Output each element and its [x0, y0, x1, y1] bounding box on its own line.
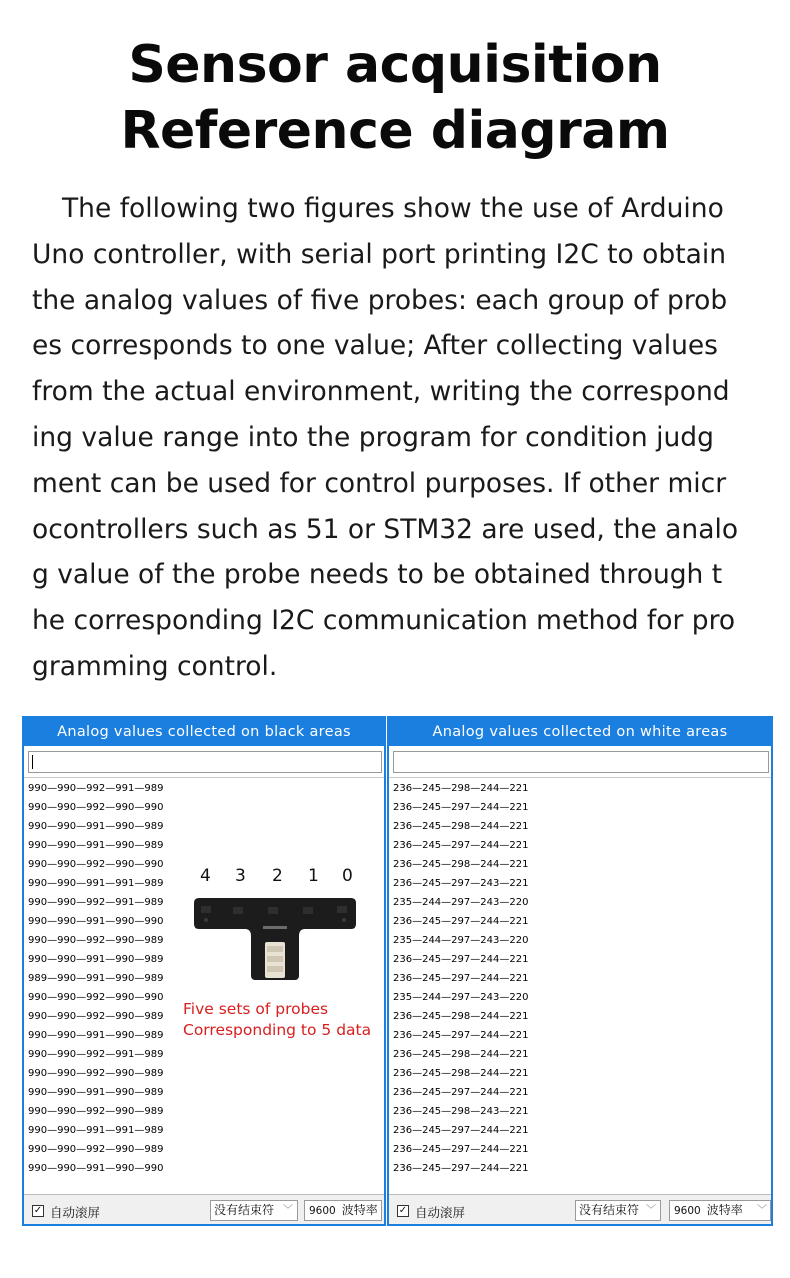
- divider: [389, 777, 771, 778]
- probe-annotation-line-2: Corresponding to 5 data: [183, 1021, 372, 1039]
- autoscroll-label: 自动滚屏: [415, 1205, 466, 1220]
- serial-line: 990—990—992—991—989: [28, 783, 164, 794]
- serial-line: 990—990—992—991—989: [28, 897, 164, 908]
- probe-number: 1: [308, 866, 319, 886]
- serial-line: 990—990—992—991—989: [28, 1049, 164, 1060]
- serial-line: 236—245—297—244—221: [393, 1030, 529, 1041]
- line-ending-value: 没有结束符: [214, 1203, 275, 1217]
- serial-line: 236—245—298—244—221: [393, 1049, 529, 1060]
- serial-line: 235—244—297—243—220: [393, 897, 529, 908]
- serial-monitor-white: [387, 716, 773, 1226]
- panel-footer: [389, 1195, 771, 1224]
- baud-rate-value: 9600: [674, 1205, 701, 1217]
- serial-line: 990—990—991—991—989: [28, 1125, 164, 1136]
- paragraph-line: from the actual environment, writing the correspond: [32, 376, 730, 408]
- serial-line: 236—245—297—244—221: [393, 954, 529, 965]
- serial-line: 990—990—991—990—989: [28, 1087, 164, 1098]
- serial-line: 990—990—991—990—990: [28, 916, 164, 927]
- serial-line: 235—244—297—243—220: [393, 935, 529, 946]
- serial-line: 989—990—991—990—989: [28, 973, 164, 984]
- paragraph-line: ment can be used for control purposes. If other micr: [32, 467, 727, 499]
- serial-line: 236—245—297—244—221: [393, 1163, 529, 1174]
- serial-line: 990—990—992—990—989: [28, 935, 164, 946]
- serial-line: 236—245—298—244—221: [393, 1068, 529, 1079]
- paragraph-line: g value of the probe needs to be obtained through t: [32, 559, 723, 591]
- probe-numbers: [196, 866, 356, 890]
- serial-line: 990—990—992—990—990: [28, 802, 164, 813]
- paragraph-line: es corresponds to one value; After collecting values: [32, 330, 718, 362]
- serial-line: 990—990—992—990—989: [28, 1106, 164, 1117]
- baud-rate-select[interactable]: [669, 1200, 771, 1221]
- serial-line: 990—990—992—990—989: [28, 1011, 164, 1022]
- probe-number: 4: [200, 866, 211, 886]
- paragraph-line: The following two figures show the use of Arduino: [62, 193, 724, 224]
- serial-output: [393, 779, 771, 1178]
- baud-rate-label: 波特率: [341, 1203, 378, 1217]
- send-input[interactable]: [28, 751, 382, 773]
- panel-title: Analog values collected on white areas: [389, 718, 771, 746]
- autoscroll-checkbox[interactable]: ✓: [33, 1205, 43, 1216]
- line-ending-select[interactable]: [575, 1200, 661, 1221]
- serial-line: 236—245—298—243—221: [393, 1106, 529, 1117]
- probe-number: 3: [235, 866, 246, 886]
- paragraph-line: gramming control.: [32, 650, 278, 682]
- serial-line: 236—245—298—244—221: [393, 1011, 529, 1022]
- serial-line: 236—245—298—244—221: [393, 783, 529, 794]
- probe-number: 0: [342, 866, 353, 886]
- serial-line: 990—990—992—990—990: [28, 992, 164, 1003]
- serial-line: 990—990—991—990—990: [28, 1163, 164, 1174]
- serial-line: 236—245—298—244—221: [393, 821, 529, 832]
- serial-line: 236—245—297—244—221: [393, 840, 529, 851]
- serial-line: 990—990—991—990—989: [28, 954, 164, 965]
- chevron-down-icon: ﹀: [646, 1205, 656, 1216]
- probe-number: 2: [272, 866, 283, 886]
- serial-line: 990—990—991—991—989: [28, 878, 164, 889]
- serial-line: 236—245—297—244—221: [393, 916, 529, 927]
- description-paragraph: [32, 186, 777, 690]
- baud-rate-value: 9600: [309, 1205, 336, 1217]
- serial-line: 990—990—991—990—989: [28, 821, 164, 832]
- serial-line: 236—245—298—244—221: [393, 859, 529, 870]
- serial-line: 235—244—297—243—220: [393, 992, 529, 1003]
- serial-line: 990—990—991—990—989: [28, 840, 164, 851]
- chevron-down-icon: ﹀: [757, 1205, 767, 1216]
- divider: [24, 777, 384, 778]
- paragraph-line: Uno controller, with serial port printing I2C to obtain: [32, 238, 726, 270]
- autoscroll-checkbox[interactable]: ✓: [398, 1205, 408, 1216]
- sensor-board-image: [193, 896, 357, 986]
- text-caret: [32, 755, 33, 769]
- serial-line: 236—245—297—244—221: [393, 802, 529, 813]
- chevron-down-icon: ﹀: [283, 1205, 293, 1216]
- page-title-line-1: Sensor acquisition: [128, 35, 662, 95]
- page-title-line-2: Reference diagram: [120, 101, 670, 161]
- serial-line: 990—990—992—990—990: [28, 859, 164, 870]
- baud-rate-label: 波特率: [706, 1203, 743, 1217]
- line-ending-value: 没有结束符: [579, 1203, 640, 1217]
- serial-line: 236—245—297—244—221: [393, 973, 529, 984]
- paragraph-line: the analog values of five probes: each group of prob: [32, 284, 728, 316]
- probe-annotation-line-1: Five sets of probes: [183, 1000, 329, 1018]
- paragraph-line: ocontrollers such as 51 or STM32 are used, the analo: [32, 513, 739, 545]
- panel-title: Analog values collected on black areas: [24, 718, 384, 746]
- serial-line: 990—990—992—990—989: [28, 1068, 164, 1079]
- serial-line: 236—245—297—243—221: [393, 878, 529, 889]
- paragraph-line: he corresponding I2C communication method for pro: [32, 605, 736, 637]
- serial-line: 236—245—297—244—221: [393, 1125, 529, 1136]
- paragraph-line: ing value range into the program for condition judg: [32, 421, 714, 453]
- serial-line: 990—990—992—990—989: [28, 1144, 164, 1155]
- serial-line: 990—990—991—990—989: [28, 1030, 164, 1041]
- baud-rate-select[interactable]: [304, 1200, 382, 1221]
- panel-footer: [24, 1195, 384, 1224]
- line-ending-select[interactable]: [210, 1200, 298, 1221]
- serial-line: 236—245—297—244—221: [393, 1087, 529, 1098]
- send-input[interactable]: [393, 751, 769, 773]
- autoscroll-label: 自动滚屏: [50, 1205, 101, 1220]
- serial-line: 236—245—297—244—221: [393, 1144, 529, 1155]
